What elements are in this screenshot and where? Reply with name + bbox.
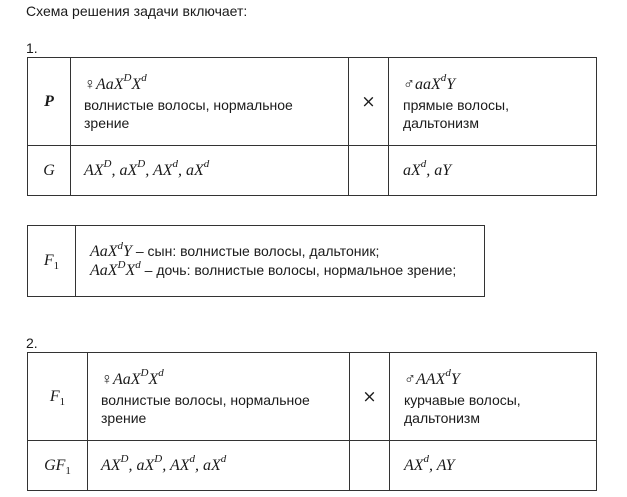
f1-label: $F_1$ bbox=[49, 387, 66, 408]
empty-cell bbox=[350, 441, 390, 491]
f1-cross-cell bbox=[350, 353, 390, 441]
f1-male-phenotype: курчавые волосы, дальтонизм bbox=[404, 391, 521, 426]
gf1-male-gametes: $AX^d$, AY bbox=[404, 453, 455, 474]
son-genotype: AaX$^d$Y bbox=[90, 239, 132, 260]
f1-label-cell bbox=[28, 353, 88, 441]
section-2-number: 2. bbox=[26, 335, 38, 351]
male-gametes-cell bbox=[389, 146, 597, 196]
male-parent-cell bbox=[389, 58, 597, 146]
gf1-male-gametes-cell bbox=[390, 441, 597, 491]
parents-row bbox=[28, 58, 597, 146]
offspring-label: $F_1$ bbox=[43, 252, 60, 273]
parents-label-cell bbox=[28, 58, 71, 146]
male-symbol-icon: ♂ bbox=[403, 75, 415, 93]
gf1-gametes-row bbox=[28, 441, 597, 491]
cross-table-1 bbox=[27, 57, 597, 196]
female-gametes-cell bbox=[71, 146, 349, 196]
male-phenotype: прямые волосы, дальтонизм bbox=[403, 96, 509, 131]
gametes-label-cell bbox=[28, 146, 71, 196]
gf1-female-gametes: $AX^D$, $aX^D$, $AX^d$, $aX^d$ bbox=[101, 453, 227, 474]
f1-female-cell bbox=[88, 353, 350, 441]
intro-text: Схема решения задачи включает: bbox=[26, 3, 248, 19]
offspring-label-cell bbox=[28, 226, 76, 297]
f1-female-genotype: $♀AaX^DX^d$ bbox=[101, 367, 164, 388]
female-symbol-icon: ♀ bbox=[84, 75, 96, 93]
female-parent-cell bbox=[71, 58, 349, 146]
gametes-label: G bbox=[43, 161, 55, 179]
cross-cell bbox=[349, 58, 389, 146]
gf1-female-gametes-cell bbox=[88, 441, 350, 491]
f1-male-genotype: ♂AAX$^d$Y bbox=[404, 367, 460, 388]
daughter-text: – дочь: волнистые волосы, нормальное зрение; bbox=[140, 262, 457, 278]
parents-label: P bbox=[44, 92, 54, 110]
male-gametes: $aX^d$, aY bbox=[403, 158, 452, 179]
cross-symbol-icon: × bbox=[361, 91, 376, 112]
offspring-row bbox=[28, 226, 485, 297]
offspring-table bbox=[27, 225, 485, 297]
female-genotype: $♀AaX^DX^d$ bbox=[84, 72, 147, 93]
f1-female-phenotype: волнистые волосы, нормальное зрение bbox=[101, 391, 310, 426]
f1-male-cell bbox=[390, 353, 597, 441]
son-text: – сын: волнистые волосы, дальтоник; bbox=[131, 243, 380, 259]
gf1-label: $GF_1$ bbox=[44, 456, 71, 477]
gf1-label-cell bbox=[28, 441, 88, 491]
male-symbol-icon: ♂ bbox=[404, 370, 416, 388]
daughter-line bbox=[90, 258, 484, 280]
cross-table-2 bbox=[27, 352, 597, 491]
female-symbol-icon: ♀ bbox=[101, 370, 113, 388]
empty-cell bbox=[349, 146, 389, 196]
offspring-description-cell bbox=[76, 226, 485, 297]
gametes-row bbox=[28, 146, 597, 196]
daughter-genotype: $AaX^DX^d$ bbox=[90, 258, 141, 279]
f1-parents-row bbox=[28, 353, 597, 441]
son-line bbox=[90, 239, 484, 261]
section-1-number: 1. bbox=[26, 40, 38, 56]
male-genotype: ♂aaX$^d$Y bbox=[403, 72, 456, 93]
cross-symbol-icon: × bbox=[362, 386, 377, 407]
female-gametes: $AX^D$, $aX^D$, $AX^d$, $aX^d$ bbox=[84, 158, 210, 179]
female-phenotype: волнистые волосы, нормальное зрение bbox=[84, 96, 293, 131]
